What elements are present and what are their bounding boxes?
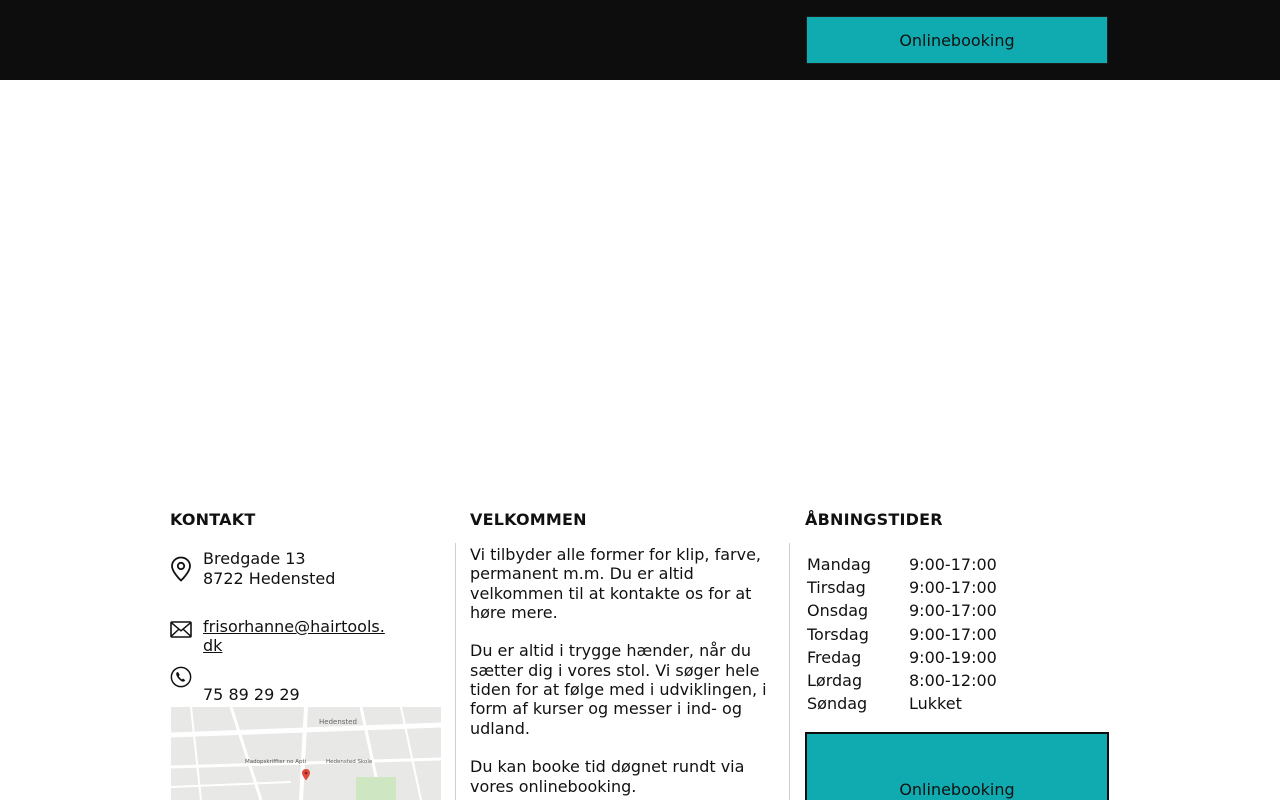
envelope-icon (170, 617, 192, 643)
map-pin-icon (170, 556, 192, 582)
hours-row (807, 576, 997, 599)
hours-row (807, 692, 997, 715)
hours-day: Søndag (807, 694, 868, 714)
hours-time: Lukket (909, 694, 962, 714)
hours-row (807, 553, 997, 576)
hours-time: 9:00-17:00 (909, 624, 997, 644)
kontakt-heading: KONTAKT (170, 510, 256, 529)
hours-row (807, 623, 997, 646)
welcome-paragraph: Vi tilbyder alle former for klip, farve, permanent m.m. Du er altid velkommen til at kontakte os for at høre mere. (470, 545, 761, 622)
phone-number: 75 89 29 29 (203, 685, 300, 704)
address-city: 8722 Hedensted (203, 569, 336, 588)
top-navigation-bar (0, 0, 1280, 80)
hours-time: 9:00-17:00 (909, 578, 997, 598)
hours-time: 8:00-12:00 (909, 671, 997, 691)
online-booking-button[interactable]: Onlinebooking (806, 16, 1108, 64)
hours-day: Tirsdag (807, 578, 866, 598)
hours-day: Fredag (807, 647, 862, 667)
hours-day: Lørdag (807, 671, 863, 691)
map-label: Hedensted (319, 718, 357, 726)
hero-banner (0, 80, 1280, 480)
map-label: Hedensted Skole (326, 759, 373, 765)
location-map[interactable] (171, 707, 441, 800)
email-link[interactable]: frisorhanne@hairtools.dk (203, 617, 385, 655)
online-booking-button-footer[interactable]: Onlinebooking (805, 732, 1109, 800)
map-label: Madopskriffter no Apti (245, 759, 307, 765)
hours-row (807, 646, 997, 669)
welcome-text (470, 545, 780, 800)
welcome-paragraph: Du er altid i trygge hænder, når du sætter dig i vores stol. Vi søger hele tiden for at følge med i udviklingen, i form af kurser og messer i ind- og udland. (470, 641, 767, 738)
welcome-paragraph: Du kan booke tid døgnet rundt via vores onlinebooking. (470, 757, 745, 796)
hours-day: Mandag (807, 555, 871, 575)
hours-row (807, 599, 997, 622)
hours-time: 9:00-17:00 (909, 555, 997, 575)
opening-hours-table (807, 553, 997, 715)
column-divider (455, 543, 456, 800)
hours-row (807, 669, 997, 692)
velkommen-heading: VELKOMMEN (470, 510, 587, 529)
column-divider (789, 543, 790, 800)
opening-hours-heading: ÅBNINGSTIDER (805, 510, 943, 529)
hours-time: 9:00-17:00 (909, 601, 997, 621)
hours-time: 9:00-19:00 (909, 647, 997, 667)
hours-day: Onsdag (807, 601, 869, 621)
phone-icon (170, 664, 192, 690)
address-street: Bredgade 13 (203, 549, 306, 568)
hours-day: Torsdag (807, 624, 869, 644)
